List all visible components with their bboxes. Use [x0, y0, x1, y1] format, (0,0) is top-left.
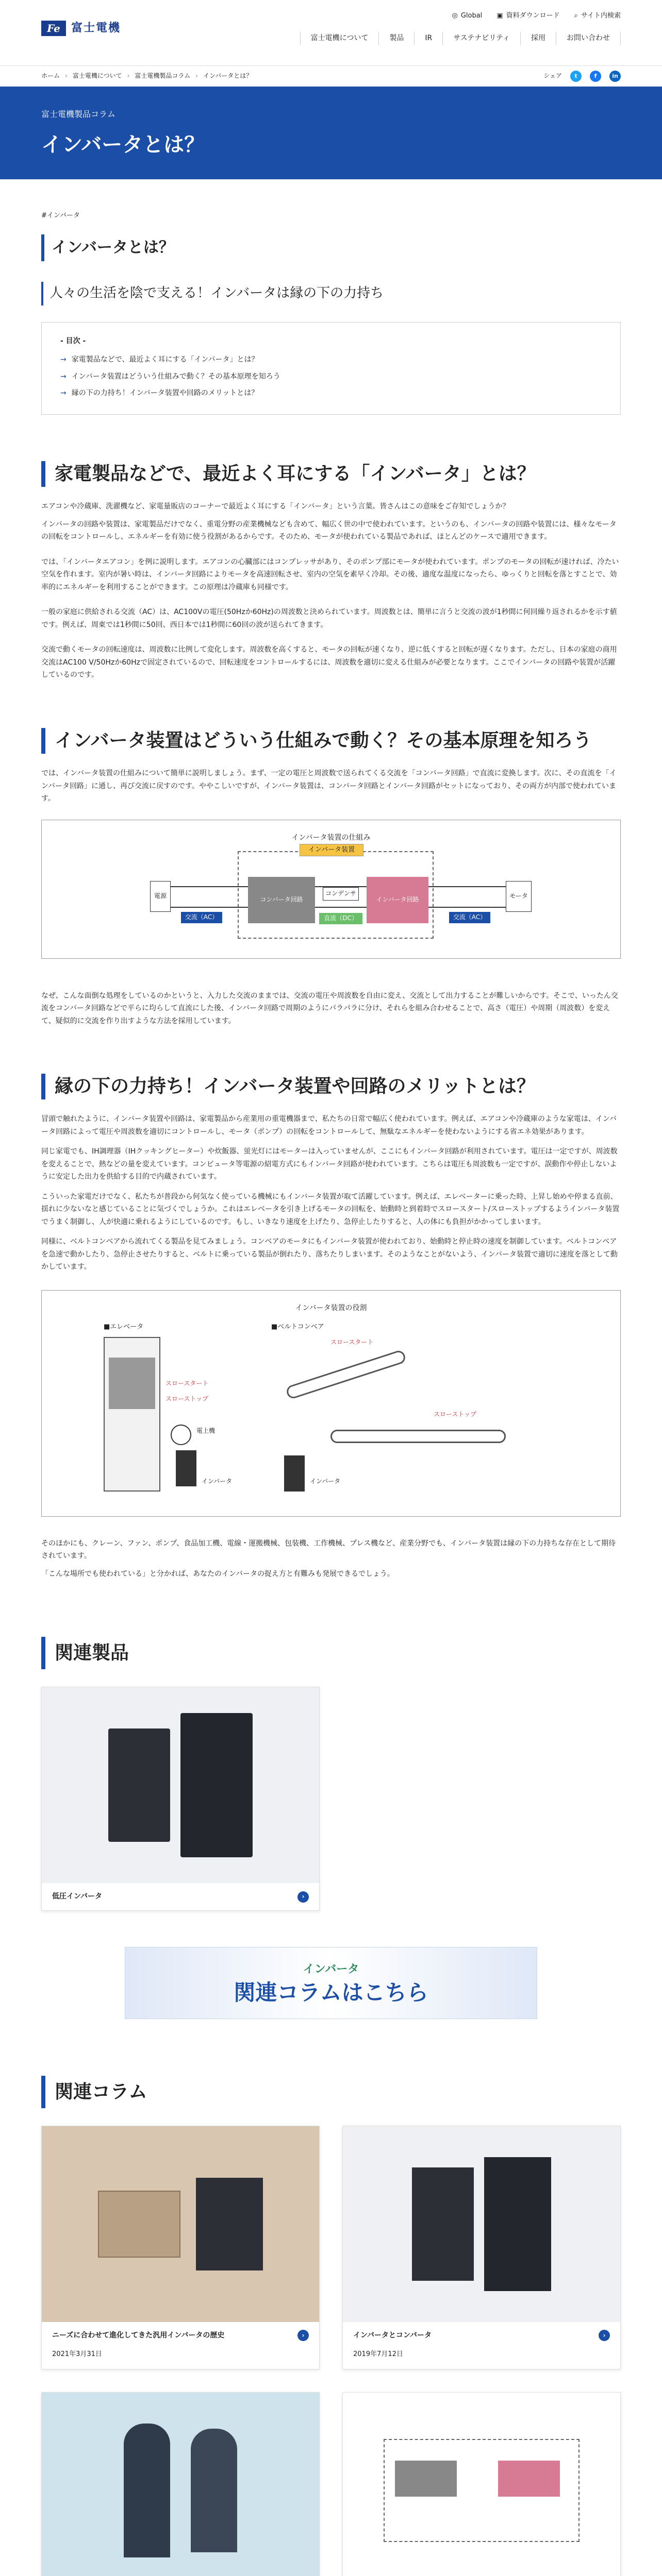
- card-date: 2019年7月12日: [353, 2350, 403, 2359]
- section-3-title: 縁の下の力持ち！インバータ装置や回路のメリットとは？: [41, 1074, 621, 1099]
- card-footer: [343, 2322, 620, 2349]
- diagram-title: インバータ装置の仕組み: [291, 833, 371, 842]
- section-2-title: インバータ装置はどういう仕組みで動く？その基本原理を知ろう: [41, 728, 621, 754]
- card-date: 2021年3月31日: [52, 2350, 102, 2359]
- related-columns-title: 関連コラム: [41, 2076, 621, 2108]
- banner-line2: 関連コラムはこちら: [234, 1979, 428, 2005]
- hero-sub: 富士電機製品コラム: [41, 109, 115, 119]
- column-card[interactable]: [342, 2392, 621, 2576]
- crumb-sep: ›: [127, 72, 130, 79]
- breadcrumb: [41, 71, 252, 81]
- chevron-right-icon: ›: [599, 2330, 610, 2341]
- person-photo: [191, 2429, 237, 2552]
- inverter-unit: [176, 1450, 196, 1486]
- paragraph: 同じ家電でも、IH調理器（IHクッキングヒーター）や炊飯器、蛍光灯にはモーターは入っていませんが、ここにもインバータ回路が利用されています。電圧は一定ですが、周波数を変えることで、熱などの量を変えています。コンピュータ等電源の紹電方式にもインバータ回路が使われています。こちらは電圧も周波数も一定ですが、誤動作や停止しないように安定した出力を供給する目的で内蔵されています。: [41, 1147, 618, 1181]
- download-icon: ▣: [496, 12, 503, 20]
- global-nav: [300, 32, 621, 45]
- paragraph: インバータの回路や装置は、家電製品だけでなく、重電分野の産業機械なども含めて、幅広く世の中で使われています。というのも、インバータの回路や装置には、様々なモータの回転をコントロールし、エネルギーを有効に使う役割があるからです。そのため、モータが使われている製品であれば、ほとんどのケースで適用できます。: [41, 520, 617, 541]
- inverter-photo: [180, 1713, 253, 1857]
- gnav-recruit[interactable]: 採用: [520, 32, 556, 45]
- conveyor-label: ■ベルトコンベア: [271, 1323, 324, 1331]
- column-card[interactable]: [41, 2126, 320, 2369]
- search-link[interactable]: [574, 10, 621, 22]
- crumb-sep: ›: [65, 72, 68, 79]
- paragraph: エアコンや冷蔵庫、洗濯機など、家電量販店のコーナーで最近よく耳にする「インバータ」という言葉。皆さんはこの意味をご存知でしょうか？: [41, 502, 510, 511]
- role-diagram: [41, 1290, 621, 1517]
- motor-icon: [171, 1425, 191, 1445]
- share-label: シェア: [543, 72, 562, 79]
- search-icon: ⌕: [574, 12, 578, 20]
- diagram-title: インバータ装置の役割: [295, 1303, 367, 1312]
- share-bar: [543, 71, 621, 82]
- inverter-unit: [284, 1455, 305, 1492]
- slow-stop-label: スローストップ: [166, 1395, 209, 1402]
- inverter-diagram: [41, 820, 621, 959]
- toc-title: - 目次 -: [60, 336, 86, 345]
- toc: [41, 322, 621, 415]
- linkedin-icon[interactable]: in: [609, 71, 621, 82]
- toc-label: インバータ装置はどういう仕組みで動く？その基本原理を知ろう: [71, 372, 280, 381]
- search-label: サイト内検索: [581, 12, 621, 20]
- toc-item[interactable]: [60, 368, 602, 385]
- gnav-about[interactable]: 富士電機について: [300, 32, 379, 45]
- column-image: [343, 2126, 620, 2322]
- person-photo: [124, 2424, 170, 2557]
- paragraph: 一般の家庭に供給される交流（AC）は、AC100Vの電圧(50Hzか60Hz)の周波数と決められています。周波数とは、簡単に言うと交流の波が1秒間に何回繰り返されるかを示す値です。例えば、周東では1秒間に50回、西日本では1秒間に60回の波が送られてきます。: [41, 608, 617, 629]
- motor-label: モータ: [509, 892, 528, 900]
- paragraph: 「こんな場所でも使われている」と分かれば、あなたのインバータの捉え方と有難みも発展できるでしょう。: [41, 1569, 394, 1578]
- card-footer: [42, 1883, 319, 1910]
- column-grid: [41, 2126, 621, 2576]
- motor-label: 電上機: [196, 1427, 216, 1434]
- paragraph: 交流で動くモータの回転速度は、周波数に比例して変化します。周波数を高くすると、モータの回転が速くなり、逆に低くすると回転が遅くなります。ただし、日本の家庭の商用交流はAC100 V/50Hzか60Hzで固定されているので、回転速度をコントロールするには、周波数を適切に変える仕組みが必要となります。ここでインバータの回路や装置が活躍しているのです。: [41, 646, 617, 680]
- column-banner[interactable]: [125, 1947, 537, 2019]
- section-1-title: 家電製品などで、最近よく耳にする「インバータ」とは？: [41, 461, 621, 487]
- article: [41, 210, 621, 2576]
- inverter-label: インバータ: [310, 1477, 341, 1485]
- hero: [0, 87, 662, 179]
- crumb-home[interactable]: ホーム: [41, 72, 60, 79]
- column-card[interactable]: [41, 2392, 320, 2576]
- product-image: [42, 1687, 319, 1883]
- gnav-contact[interactable]: お問い合わせ: [556, 32, 621, 45]
- crumb-column[interactable]: 富士電機製品コラム: [135, 72, 191, 79]
- card-label: インバータとコンバータ: [353, 2331, 432, 2340]
- paragraph: そのほかにも、クレーン、ファン、ポンプ、食品加工機、電線・運搬機械、包装機、工作機械、プレス機など、産業分野でも、インバータ装置は縁の下の力持ちな存在として期待されています。: [41, 1539, 616, 1561]
- gnav-products[interactable]: 製品: [378, 32, 414, 45]
- crumb-about[interactable]: 富士電機について: [72, 72, 122, 79]
- site-header: [0, 0, 662, 66]
- download-link[interactable]: [496, 10, 559, 22]
- inverter-label: インバータ: [202, 1477, 233, 1485]
- tag[interactable]: #インバータ: [41, 212, 80, 219]
- paragraph: なぜ、こんな面倒な処理をしているのかというと、入力した交流のままでは、交流の電圧や周波数を自由に変え、交流として出力することが難しいからです。そこで、いったん交流をコンバータ回路などで平らに均らして直流にした後、インバータ回路で周期のようにパラパラに分け、それらを組み合わせることで、高さ（電圧）や周期（周波数）を変えて、疑似的に交流を作り出すような方法を採用しています。: [41, 991, 618, 1025]
- arrow-icon: →: [60, 372, 67, 381]
- motor-block: [506, 881, 532, 912]
- globe-icon: ◎: [452, 12, 458, 20]
- chevron-right-icon: ›: [297, 2330, 309, 2341]
- product-photo: [412, 2167, 474, 2281]
- slow-start-label: スロースタート: [166, 1379, 209, 1387]
- product-photo: [196, 2178, 263, 2270]
- diagram-thumb: [384, 2439, 580, 2542]
- card-footer: [42, 2322, 319, 2349]
- column-image: [42, 2126, 319, 2322]
- card-label: 低圧インバータ: [52, 1892, 103, 1901]
- article-title: インバータとは？: [41, 234, 621, 262]
- gnav-ir[interactable]: IR: [414, 32, 442, 45]
- breadcrumb-bar: [0, 66, 662, 87]
- twitter-icon[interactable]: t: [570, 71, 582, 82]
- paragraph: では、インバータ装置の仕組みについて簡単に説明しましょう。まず、一定の電圧と周波数で送られてくる交流を「コンバータ回路」で直流に変換します。次に、その直流を「インバータ回路」に通し、再び交流に戻すのです。ややこしいですが、インバータ装置は、コンバータ回路とインバータ回路がセットになっており、その両方が内部で使われています。: [41, 769, 617, 803]
- logo[interactable]: [41, 19, 121, 39]
- page-title: インバータとは？: [41, 133, 205, 157]
- chevron-right-icon: ›: [297, 1891, 309, 1903]
- arrow-icon: →: [60, 355, 67, 364]
- download-label: 資料ダウンロード: [506, 12, 560, 20]
- inverter-photo: [108, 1728, 170, 1842]
- source-block: [150, 881, 171, 912]
- inverter-label: インバータ装置: [300, 844, 363, 857]
- source-label: 電源: [154, 892, 167, 900]
- article-lead: 人々の生活を陰で支える！インバータは縁の下の力持ち: [41, 282, 621, 306]
- slow-start-label: スロースタート: [330, 1338, 374, 1346]
- logo-mark: Fe: [41, 21, 66, 36]
- column-card[interactable]: [342, 2126, 621, 2369]
- utility-nav: [452, 10, 621, 22]
- toc-label: 家電製品などで、最近よく耳にする「インバータ」とは？: [71, 355, 259, 364]
- global-label: Global: [460, 12, 483, 20]
- crumb-current: インバータとは？: [203, 72, 253, 79]
- logo-text: 富士電機: [71, 22, 121, 35]
- column-image: [42, 2393, 319, 2576]
- dc-tag: 直流（DC）: [319, 913, 362, 924]
- column-image: [343, 2393, 620, 2576]
- ac-in-tag: 交流（AC）: [181, 912, 222, 923]
- toc-item[interactable]: [60, 385, 602, 402]
- slow-stop-label: スローストップ: [434, 1410, 477, 1418]
- crumb-sep: ›: [195, 72, 198, 79]
- conveyor-belt: [330, 1430, 506, 1443]
- ac-out-tag: 交流（AC）: [449, 912, 490, 923]
- arrow-icon: →: [60, 389, 67, 398]
- inverter-circuit-block: インバータ回路: [367, 877, 428, 923]
- product-photo: [484, 2157, 551, 2291]
- banner-line1: インバータ: [303, 1963, 359, 1976]
- wire: [171, 907, 521, 908]
- toc-item[interactable]: [60, 351, 602, 368]
- paragraph: 同様に、ベルトコンベアから流れてくる製品を見てみましょう。コンベアのモータにもインバータ装置が使われており、始動時と停止時の速度を制御しています。ベルトコンベアを急速で動かしたり、急停止させたりすると、ベルトに乗っている製品が倒れたり、落ちたりしまいます。そのようなことがないよう、インバータ装置で適切に速度を落として動かしています。: [41, 1238, 618, 1272]
- product-photo: [98, 2191, 180, 2258]
- converter-block: コンバータ回路: [248, 877, 315, 923]
- gnav-sustainability[interactable]: サステナビリティ: [442, 32, 520, 45]
- condenser-block: コンデンサ: [323, 887, 359, 901]
- inverter-thumb: [498, 2461, 560, 2497]
- paragraph: こういった家電だけでなく、私たちが普段から何気なく使っている機械にもインバータ装置が取て活躍しています。例えば、エレベーターに乗った時、上昇し始めや停まる直前、揺れに少ないなと感じていることに気づくでしょうか。これはエレベータを引き上げるモータの回転を、始動時と到着時でスロースタート/スローストップするようインバータ装置でうまく制御し、人が快適に乗れるようにしているのです。もし、いきなり速度を上げたり、急停止したりすると、人の体にも負担がかかってしまいます。: [41, 1192, 620, 1226]
- facebook-icon[interactable]: f: [590, 71, 601, 82]
- related-products-title: 関連製品: [41, 1637, 621, 1669]
- conveyor-belt: [285, 1349, 407, 1400]
- global-link[interactable]: [452, 10, 482, 22]
- paragraph: では、「インバータエアコン」を例に説明します。エアコンの心臓部にはコンプレッサがあり、そのポンプ部にモータが使われています。ポンプのモータの回転が速ければ、冷たい空気を作れます。室内が暑い時は、インバータ回路によりモータを高速回転させ、室内の空気を素早く冷却。その後、適度な温度になったら、ゆっくりと回転を落とすことで、効率的にエネルギーを利用することができます。この原理は冷蔵庫も同様です。: [41, 557, 619, 591]
- paragraph: 冒頭で触れたように、インバータ装置や回路は、家電製品から産業用の重電機器まで、私たちの日常で幅広く使われています。例えば、エアコンや冷蔵庫のような家電は、インバータ回路によって電圧や周波数を適切にコントロールし、モータ（ポンプ）の回転をコントロールして、無駄なエネルギーを使わないようにする省エネ効果があります。: [41, 1115, 617, 1136]
- toc-label: 縁の下の力持ち！インバータ装置や回路のメリットとは？: [71, 389, 259, 398]
- elevator-label: ■エレベータ: [104, 1323, 144, 1331]
- product-card[interactable]: [41, 1687, 320, 1911]
- converter-thumb: [395, 2461, 457, 2497]
- card-label: ニーズに合わせて進化してきた汎用インバータの歴史: [52, 2331, 225, 2340]
- elevator-car: [109, 1358, 155, 1409]
